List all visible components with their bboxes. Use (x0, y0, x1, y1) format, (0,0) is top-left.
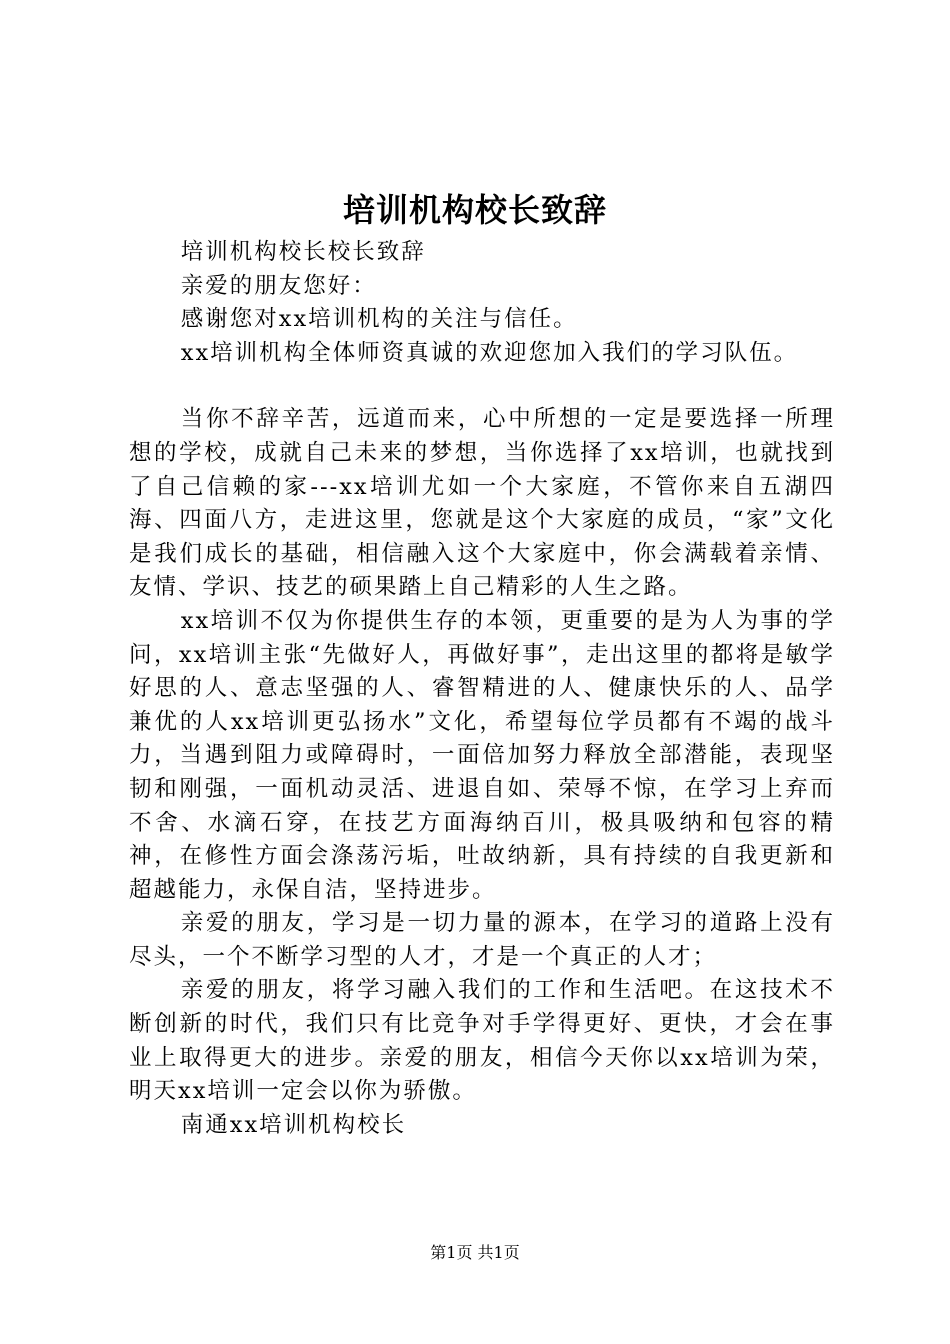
body-paragraph-home: 当你不辞辛苦，远道而来，心中所想的一定是要选择一所理想的学校，成就自己未来的梦想，当你选择了xx培训，也就找到了自己信赖的家---xx培训尤如一个大家庭，不管你来自五湖四海、四面八方，走进这里，您就是这个大家庭的成员，“家”文化是我们成长的基础，相信融入这个大家庭中，你会满载着亲情、友情、学识、技艺的硕果踏上自己精彩的人生之路。 (129, 406, 835, 601)
body-paragraph-values: xx培训不仅为你提供生存的本领，更重要的是为人为事的学问，xx培训主张“先做好人，再做好事”，走出这里的都将是敏学好思的人、意志坚强的人、睿智精进的人、健康快乐的人、品学兼优的人xx培训更弘扬水”文化，希望每位学员都有不竭的战斗力，当遇到阻力或障碍时，一面倍加努力释放全部潜能，表现坚韧和刚强，一面机动灵活、进退自如、荣辱不惊，在学习上弃而不舍、水滴石穿，在技艺方面海纳百川，极具吸纳和包容的精神，在修性方面会涤荡污垢，吐故纳新，具有持续的自我更新和超越能力，永保自洁，坚持进步。 (129, 607, 835, 903)
signature-line: 南通xx培训机构校长 (180, 1111, 407, 1138)
body-paragraph-greeting: 亲爱的朋友您好： (180, 272, 377, 299)
body-paragraph-learning: 亲爱的朋友，学习是一切力量的源本，在学习的道路上没有尽头，一个不断学习型的人才，才是一个真正的人才； (129, 910, 835, 970)
page-footer: 第1页 共1页 (430, 1243, 520, 1262)
body-paragraph-subtitle: 培训机构校长校长致辞 (180, 239, 426, 265)
document-title: 培训机构校长致辞 (342, 191, 607, 229)
body-paragraph-thanks: 感谢您对xx培训机构的关注与信任。 (180, 306, 578, 333)
body-paragraph-closing: 亲爱的朋友，将学习融入我们的工作和生活吧。在这技术不断创新的时代，我们只有比竞争对手学得更好、更快，才会在事业上取得更大的进步。亲爱的朋友，相信今天你以xx培训为荣，明天xx培训一定会以你为骄傲。 (129, 977, 835, 1105)
body-paragraph-welcome: xx培训机构全体师资真诚的欢迎您加入我们的学习队伍。 (180, 339, 799, 366)
document-body (129, 236, 835, 1142)
paragraph-gap (129, 370, 835, 403)
